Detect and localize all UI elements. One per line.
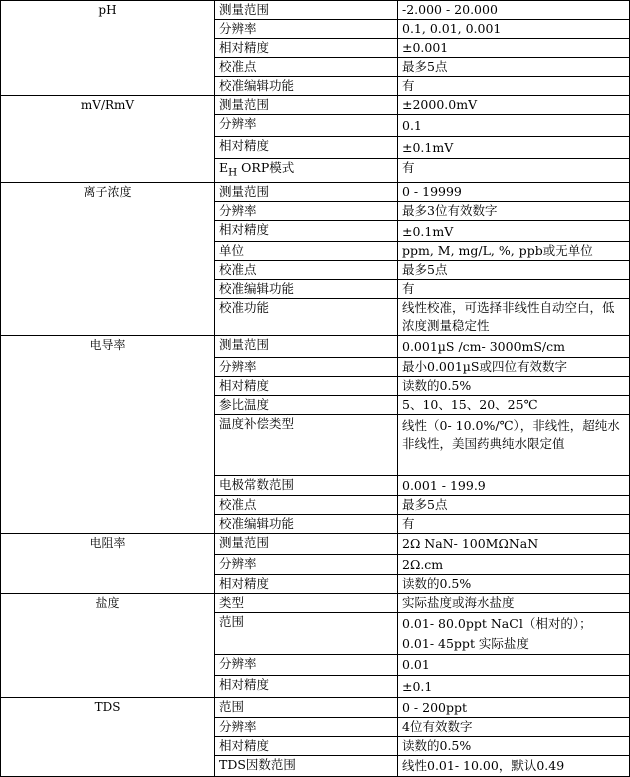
param-cell: 相对精度	[215, 221, 398, 242]
table-row	[1, 534, 630, 555]
table-row	[1, 96, 630, 115]
value-cell: 0 - 200ppt	[398, 698, 630, 718]
value-cell: 最多5点	[398, 496, 630, 515]
value-cell: 4位有效数字	[398, 718, 630, 737]
value-cell: 最多3位有效数字	[398, 202, 630, 221]
table-row	[1, 183, 630, 202]
value-cell: 读数的0.5%	[398, 737, 630, 756]
param-cell: 测量范围	[215, 96, 398, 115]
value-cell	[398, 613, 630, 655]
value-cell: 线性校准，可选择非线性自动空白，低浓度测量稳定性	[398, 299, 630, 336]
param-cell: 校准点	[215, 58, 398, 77]
param-cell: 校准编辑功能	[215, 515, 398, 534]
value-cell: 有	[398, 77, 630, 96]
value-cell: 实际盐度或海水盐度	[398, 594, 630, 613]
value-cell: ±0.1mV	[398, 221, 630, 242]
param-cell: 温度补偿类型	[215, 415, 398, 476]
param-cell: 电极常数范围	[215, 476, 398, 496]
value-cell: 有	[398, 515, 630, 534]
param-cell: 分辨率	[215, 358, 398, 377]
value-cell: 最小0.001µS或四位有效数字	[398, 358, 630, 377]
value-cell: 0.01	[398, 655, 630, 676]
value-cell: 读数的0.5%	[398, 377, 630, 396]
table-row	[1, 594, 630, 613]
param-cell: 单位	[215, 242, 398, 261]
category-cell-salinity: 盐度	[1, 594, 215, 698]
param-cell: 类型	[215, 594, 398, 613]
param-cell: 测量范围	[215, 1, 398, 20]
value-cell: 最多5点	[398, 58, 630, 77]
value-cell: 2Ω.cm	[398, 555, 630, 575]
value-cell: 0.1	[398, 115, 630, 137]
value-cell: 线性0.01- 10.00，默认0.49	[398, 756, 630, 777]
param-cell: 测量范围	[215, 534, 398, 555]
value-cell: 2Ω NaN- 100MΩNaN	[398, 534, 630, 555]
param-cell: 分辨率	[215, 655, 398, 676]
value-cell: ±0.001	[398, 39, 630, 58]
param-cell: 校准功能	[215, 299, 398, 336]
value-cell: -2.000 - 20.000	[398, 1, 630, 20]
value-cell: 线性（0- 10.0%/℃），非线性，超纯水非线性，美国药典纯水限定值	[398, 415, 630, 476]
value-cell: ±0.1	[398, 676, 630, 698]
table-row	[1, 1, 630, 20]
param-cell: 测量范围	[215, 336, 398, 358]
param-cell: 范围	[215, 698, 398, 718]
param-eh-rest: ORP模式	[237, 160, 295, 176]
value-cell: 0.001 - 199.9	[398, 476, 630, 496]
category-cell-resistivity: 电阻率	[1, 534, 215, 594]
value-cell: 有	[398, 280, 630, 299]
category-cell-ph: pH	[1, 1, 215, 96]
value-cell: 最多5点	[398, 261, 630, 280]
param-cell: TDS因数范围	[215, 756, 398, 777]
value-cell: ±0.1mV	[398, 137, 630, 159]
param-cell: 分辨率	[215, 202, 398, 221]
param-cell: 分辨率	[215, 555, 398, 575]
value-line: 0.01- 45ppt 实际盐度	[402, 636, 529, 651]
param-cell: 测量范围	[215, 183, 398, 202]
category-cell-tds: TDS	[1, 698, 215, 777]
param-cell: 相对精度	[215, 137, 398, 159]
value-cell: 0.1, 0.01, 0.001	[398, 20, 630, 39]
value-line: 0.01- 80.0ppt NaCl（相对的）；	[402, 616, 592, 631]
param-cell: 分辨率	[215, 20, 398, 39]
param-cell: 校准点	[215, 496, 398, 515]
param-cell: 范围	[215, 613, 398, 655]
param-cell: 校准编辑功能	[215, 77, 398, 96]
param-cell: 校准编辑功能	[215, 280, 398, 299]
param-cell: 相对精度	[215, 39, 398, 58]
value-cell: 有	[398, 159, 630, 183]
param-cell: 分辨率	[215, 718, 398, 737]
value-cell: 0.001µS /cm- 3000mS/cm	[398, 336, 630, 358]
param-cell: 参比温度	[215, 396, 398, 415]
param-eh-subscript: H	[228, 166, 238, 179]
param-cell: 相对精度	[215, 737, 398, 756]
value-cell: ±2000.0mV	[398, 96, 630, 115]
param-eh-base: E	[219, 160, 229, 176]
param-cell: 相对精度	[215, 676, 398, 698]
param-cell: 校准点	[215, 261, 398, 280]
table-row	[1, 698, 630, 718]
value-cell: 读数的0.5%	[398, 575, 630, 594]
value-cell: 0 - 19999	[398, 183, 630, 202]
category-cell-conductivity: 电导率	[1, 336, 215, 534]
table-row	[1, 336, 630, 358]
param-cell-eh-orp	[215, 159, 398, 183]
param-cell: 分辨率	[215, 115, 398, 137]
param-cell: 相对精度	[215, 377, 398, 396]
value-cell: 5、10、15、20、25℃	[398, 396, 630, 415]
category-cell-mv: mV/RmV	[1, 96, 215, 183]
category-cell-ion: 离子浓度	[1, 183, 215, 336]
param-cell: 相对精度	[215, 575, 398, 594]
value-cell: ppm, M, mg/L, %, ppb或无单位	[398, 242, 630, 261]
